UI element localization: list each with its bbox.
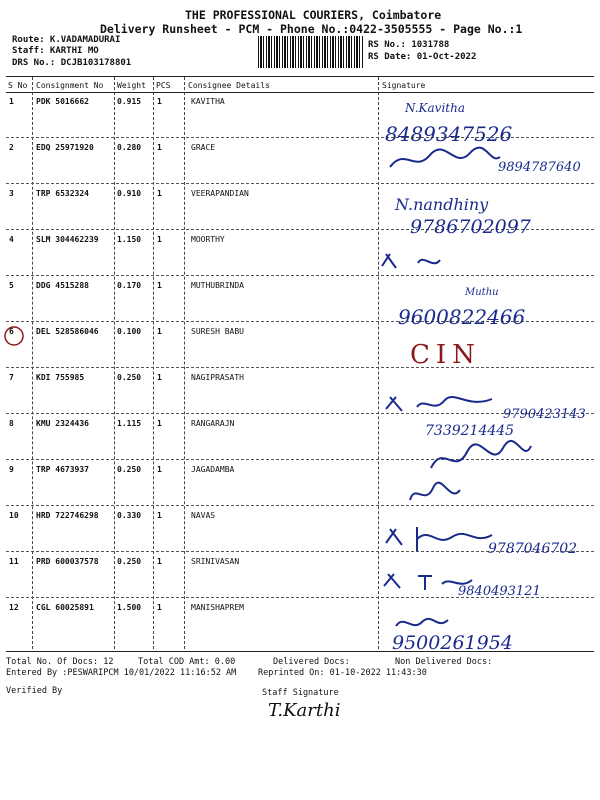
- table-bottom-rule: [6, 651, 594, 652]
- signature-scribble: [382, 523, 497, 557]
- staff-signature: T.Karthi: [268, 700, 341, 721]
- row-separator: [6, 367, 594, 368]
- weight-value: 0.170: [117, 281, 142, 290]
- handwritten-phone: 9600822466: [398, 305, 526, 329]
- row-sno: 11: [9, 557, 19, 566]
- verified-by: Verified By: [6, 686, 63, 696]
- col-consignment: Consignment No: [36, 81, 104, 90]
- column-divider: [378, 77, 379, 649]
- consignee-name: MANISHAPREM: [191, 603, 244, 612]
- consignee-name: MOORTHY: [191, 235, 225, 244]
- total-docs: Total No. Of Docs: 12: [6, 657, 114, 667]
- consignee-name: RANGARAJN: [191, 419, 235, 428]
- col-pcs: PCS: [156, 81, 171, 90]
- handwritten-phone: 9787046702: [488, 541, 578, 557]
- circle-mark: [3, 325, 25, 347]
- consignment-number: KMU 2324436: [36, 419, 89, 428]
- row-separator: [6, 275, 594, 276]
- rs-date: RS Date: 01-Oct-2022: [368, 52, 477, 62]
- consignee-name: NAVAS: [191, 511, 216, 520]
- consignment-number: TRP 6532324: [36, 189, 89, 198]
- consignment-number: PDK 5016662: [36, 97, 89, 106]
- consignment-number: TRP 4673937: [36, 465, 89, 474]
- barcode: [258, 36, 364, 68]
- col-weight: Weight: [117, 81, 146, 90]
- signature-scribble: [378, 248, 458, 276]
- pcs-value: 1: [157, 603, 162, 612]
- consignment-number: CGL 60025891: [36, 603, 94, 612]
- pcs-value: 1: [157, 419, 162, 428]
- handwritten-phone: 8489347526: [385, 122, 513, 146]
- pcs-value: 1: [157, 465, 162, 474]
- handwritten-phone: 9790423143: [503, 407, 586, 422]
- row-sno: 6: [9, 327, 14, 336]
- company-name: THE PROFESSIONAL COURIERS, Coimbatore: [185, 8, 442, 22]
- handwritten-phone: 9840493121: [458, 584, 541, 599]
- pcs-value: 1: [157, 511, 162, 520]
- consignee-name: VEERAPANDIAN: [191, 189, 249, 198]
- column-divider: [153, 77, 154, 649]
- consignee-name: JAGADAMBA: [191, 465, 235, 474]
- row-separator: [6, 183, 594, 184]
- weight-value: 0.915: [117, 97, 142, 106]
- consignment-number: KDI 755985: [36, 373, 85, 382]
- column-divider: [114, 77, 115, 649]
- entered-by: Entered By :PESWARIPCM 10/01/2022 11:16:52 AM: [6, 668, 237, 678]
- consignee-name: MUTHUBRINDA: [191, 281, 244, 290]
- route-label: Route: K.VADAMADURAI: [12, 35, 121, 45]
- signature-scribble: [382, 393, 497, 417]
- weight-value: 0.280: [117, 143, 142, 152]
- row-sno: 1: [9, 97, 14, 106]
- consignee-name: NAGIPRASATH: [191, 373, 244, 382]
- weight-value: 1.500: [117, 603, 142, 612]
- row-sno: 4: [9, 235, 14, 244]
- drs-number: DRS No.: DCJB103178801: [12, 58, 132, 68]
- consignment-number: SLM 304462239: [36, 235, 99, 244]
- signature-scribble: [425, 438, 535, 480]
- reprinted-on: Reprinted On: 01-10-2022 11:43:30: [258, 668, 427, 678]
- handwritten-name: N.nandhiny: [395, 195, 489, 214]
- handwritten-mark: CIN: [410, 340, 481, 370]
- handwritten-phone: 7339214445: [425, 423, 515, 439]
- weight-value: 1.115: [117, 419, 142, 428]
- row-sno: 3: [9, 189, 14, 198]
- runsheet-title: Delivery Runsheet - PCM - Phone No.:0422-3505555 - Page No.:1: [100, 22, 523, 36]
- row-sno: 8: [9, 419, 14, 428]
- row-sno: 2: [9, 143, 14, 152]
- row-sno: 9: [9, 465, 14, 474]
- weight-value: 0.250: [117, 373, 142, 382]
- row-sno: 10: [9, 511, 19, 520]
- handwritten-name: Muthu: [465, 287, 499, 298]
- pcs-value: 1: [157, 143, 162, 152]
- handwritten-name: N.Kavitha: [405, 101, 465, 115]
- staff-signature-label: Staff Signature: [262, 688, 339, 698]
- pcs-value: 1: [157, 235, 162, 244]
- consignment-number: DDG 4515288: [36, 281, 89, 290]
- signature-scribble: [385, 145, 505, 175]
- table-header-rule: [6, 92, 594, 93]
- total-cod: Total COD Amt: 0.00: [138, 657, 236, 667]
- handwritten-phone: 9786702097: [410, 216, 531, 238]
- non-delivered-docs: Non Delivered Docs:: [395, 657, 493, 667]
- col-sno: S No: [8, 81, 28, 90]
- delivered-docs: Delivered Docs:: [273, 657, 350, 667]
- consignment-number: HRD 722746298: [36, 511, 99, 520]
- signature-scribble: [405, 478, 465, 510]
- signature-scribble: [392, 612, 452, 634]
- col-consignee: Consignee Details: [188, 81, 270, 90]
- weight-value: 0.100: [117, 327, 142, 336]
- table-top-rule: [6, 76, 594, 77]
- pcs-value: 1: [157, 97, 162, 106]
- weight-value: 0.330: [117, 511, 142, 520]
- consignment-number: PRD 600037578: [36, 557, 99, 566]
- handwritten-phone: 9500261954: [392, 632, 513, 654]
- consignee-name: GRACE: [191, 143, 216, 152]
- pcs-value: 1: [157, 557, 162, 566]
- handwritten-phone: 9894787640: [498, 160, 581, 175]
- staff-label: Staff: KARTHI MO: [12, 46, 99, 56]
- row-sno: 5: [9, 281, 14, 290]
- pcs-value: 1: [157, 189, 162, 198]
- pcs-value: 1: [157, 373, 162, 382]
- column-divider: [32, 77, 33, 649]
- consignment-number: DEL 528586046: [36, 327, 99, 336]
- row-separator: [6, 505, 594, 506]
- column-divider: [184, 77, 185, 649]
- pcs-value: 1: [157, 327, 162, 336]
- col-signature: Signature: [382, 81, 426, 90]
- consignee-name: KAVITHA: [191, 97, 225, 106]
- pcs-value: 1: [157, 281, 162, 290]
- weight-value: 0.250: [117, 557, 142, 566]
- weight-value: 1.150: [117, 235, 142, 244]
- weight-value: 0.910: [117, 189, 142, 198]
- row-sno: 7: [9, 373, 14, 382]
- weight-value: 0.250: [117, 465, 142, 474]
- row-sno: 12: [9, 603, 19, 612]
- consignment-number: EDQ 25971920: [36, 143, 94, 152]
- consignee-name: SRINIVASAN: [191, 557, 240, 566]
- rs-number: RS No.: 1031788: [368, 40, 450, 50]
- consignee-name: SURESH BABU: [191, 327, 244, 336]
